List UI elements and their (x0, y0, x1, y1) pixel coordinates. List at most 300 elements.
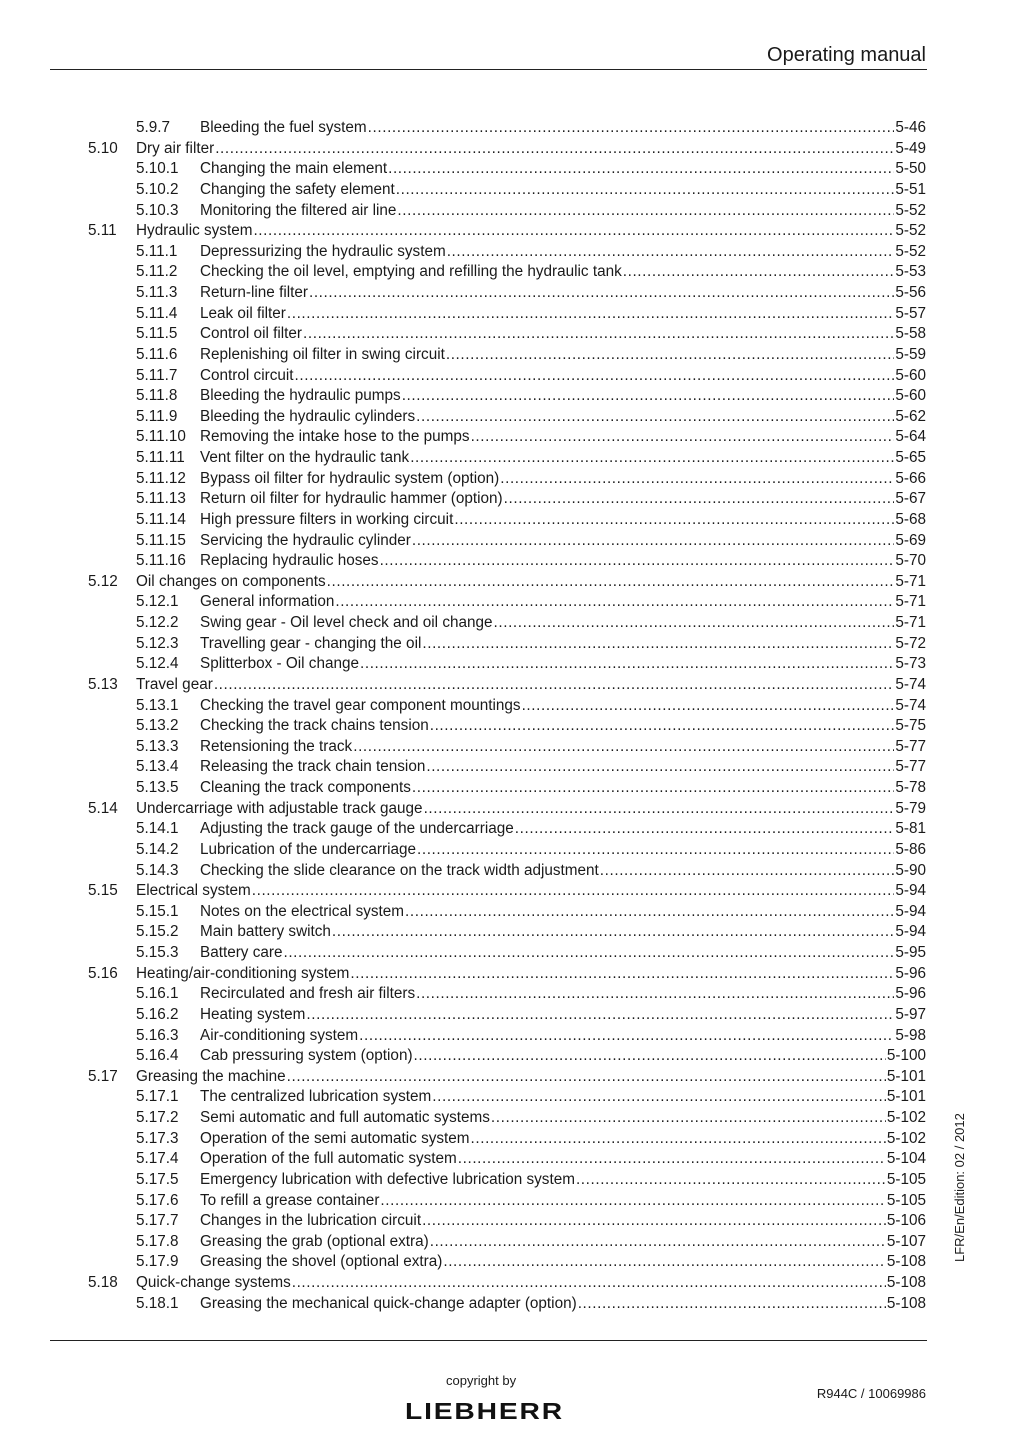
toc-page-number: 5-101 (886, 1067, 926, 1088)
toc-number: 5.11.3 (136, 284, 178, 301)
toc-page-number: 5-97 (894, 1005, 926, 1026)
toc-section[interactable] (0, 221, 1024, 242)
toc-leader-dots (446, 345, 895, 366)
toc-leader-dots (458, 1149, 886, 1170)
toc-page-number: 5-96 (894, 964, 926, 985)
toc-leader-dots (576, 1170, 886, 1191)
toc-entry-line (200, 1005, 926, 1026)
toc-page-number: 5-51 (894, 180, 926, 201)
toc-section[interactable] (0, 799, 1024, 820)
toc-subsection[interactable] (0, 242, 1024, 263)
toc-number: 5.13.5 (136, 779, 179, 796)
toc-leader-dots (416, 407, 894, 428)
toc-section[interactable] (0, 1273, 1024, 1294)
toc-page-number: 5-96 (894, 984, 926, 1005)
toc-leader-dots (500, 469, 894, 490)
toc-page-number: 5-73 (894, 654, 926, 675)
toc-number: 5.10 (88, 139, 118, 157)
toc-page-number: 5-102 (886, 1129, 926, 1150)
toc-title: Releasing the track chain tension (200, 757, 426, 778)
toc-title: Main battery switch (200, 922, 332, 943)
toc-title: Control oil filter (200, 324, 303, 345)
toc-entry-line (136, 881, 926, 902)
toc-number: 5.14.2 (136, 840, 179, 858)
toc-page-number: 5-108 (886, 1294, 926, 1315)
toc-page-number: 5-56 (894, 283, 926, 304)
toc-leader-dots (287, 1067, 886, 1088)
toc-entry-line (200, 654, 926, 675)
toc-page-number: 5-53 (894, 262, 926, 283)
toc-number: 5.11.6 (136, 345, 178, 363)
toc-leader-dots (623, 262, 895, 283)
toc-leader-dots (359, 1026, 894, 1047)
toc-leader-dots (471, 1129, 886, 1150)
toc-number: 5.13.2 (136, 717, 179, 735)
toc-leader-dots (578, 1294, 886, 1315)
toc-page-number: 5-50 (894, 159, 926, 180)
toc-title: Quick-change systems (136, 1273, 292, 1294)
toc-page-number: 5-59 (894, 345, 926, 366)
toc-number: 5.11.15 (136, 531, 186, 549)
toc-entry-line (200, 427, 926, 448)
toc-page-number: 5-106 (886, 1211, 926, 1232)
toc-subsection[interactable] (0, 716, 1024, 737)
toc-number: 5.14 (88, 799, 118, 817)
toc-subsection[interactable] (0, 1129, 1024, 1150)
toc-number: 5.11.11 (136, 449, 185, 466)
toc-entry-line (136, 572, 926, 593)
toc-subsection[interactable] (0, 324, 1024, 345)
toc-subsection[interactable] (0, 1170, 1024, 1191)
copyright-text: copyright by (446, 1373, 517, 1388)
toc-number: 5.13.4 (136, 758, 179, 776)
toc-title: Leak oil filter (200, 304, 287, 325)
toc-page-number: 5-69 (894, 531, 926, 552)
toc-number: 5.11.9 (136, 407, 178, 425)
toc-subsection[interactable] (0, 407, 1024, 428)
toc-number: 5.11.14 (136, 510, 186, 528)
toc-entry-line (200, 180, 926, 201)
toc-number: 5.9.7 (136, 119, 171, 136)
toc-leader-dots (600, 861, 895, 882)
toc-entry-line (200, 634, 926, 655)
table-of-contents (0, 118, 1024, 1314)
toc-title: Changes in the lubrication circuit (200, 1211, 422, 1232)
toc-subsection[interactable] (0, 469, 1024, 490)
toc-entry-line (200, 283, 926, 304)
toc-subsection[interactable] (0, 551, 1024, 572)
toc-page-number: 5-75 (894, 716, 926, 737)
toc-leader-dots (327, 572, 895, 593)
toc-leader-dots (368, 118, 895, 139)
toc-leader-dots (295, 366, 895, 387)
toc-page-number: 5-78 (894, 778, 926, 799)
toc-subsection[interactable] (0, 861, 1024, 882)
toc-page-number: 5-95 (894, 943, 926, 964)
toc-entry-line (200, 469, 926, 490)
toc-subsection[interactable] (0, 489, 1024, 510)
toc-subsection[interactable] (0, 943, 1024, 964)
toc-subsection[interactable] (0, 510, 1024, 531)
toc-subsection[interactable] (0, 531, 1024, 552)
toc-page-number: 5-108 (886, 1273, 926, 1294)
toc-entry-line (200, 778, 926, 799)
toc-entry-line (200, 861, 926, 882)
toc-number: 5.15.3 (136, 944, 179, 961)
toc-number: 5.11.7 (136, 366, 178, 384)
document-reference: R944C / 10069986 (816, 1386, 926, 1401)
toc-entry-line (200, 1046, 926, 1067)
toc-title: Swing gear - Oil level check and oil change (200, 613, 494, 634)
toc-leader-dots (287, 304, 895, 325)
toc-entry-line (200, 737, 926, 758)
toc-subsection[interactable] (0, 180, 1024, 201)
toc-leader-dots (332, 922, 894, 943)
toc-section[interactable] (0, 139, 1024, 160)
toc-entry-line (200, 531, 926, 552)
toc-subsection[interactable] (0, 1087, 1024, 1108)
toc-title: Undercarriage with adjustable track gauge (136, 799, 424, 820)
toc-number: 5.11.5 (136, 325, 178, 343)
toc-title: Cab pressuring system (option) (200, 1046, 414, 1067)
toc-number: 5.11.12 (136, 469, 186, 487)
toc-title: Oil changes on components (136, 572, 327, 593)
toc-entry-line (200, 118, 926, 139)
toc-leader-dots (303, 324, 894, 345)
toc-page-number: 5-71 (894, 592, 926, 613)
toc-leader-dots (454, 510, 894, 531)
toc-subsection[interactable] (0, 1232, 1024, 1253)
toc-page-number: 5-105 (886, 1191, 926, 1212)
toc-leader-dots (522, 696, 895, 717)
toc-number: 5.12.1 (136, 593, 179, 611)
toc-subsection[interactable] (0, 448, 1024, 469)
toc-entry-line (200, 304, 926, 325)
toc-number: 5.11.2 (136, 263, 178, 281)
toc-subsection[interactable] (0, 696, 1024, 717)
toc-page-number: 5-90 (894, 861, 926, 882)
toc-title: Air-conditioning system (200, 1026, 359, 1047)
toc-entry-line (136, 139, 926, 160)
toc-number: 5.10.2 (136, 180, 179, 198)
toc-subsection[interactable] (0, 613, 1024, 634)
toc-entry-line (200, 819, 926, 840)
toc-page-number: 5-101 (886, 1087, 926, 1108)
toc-page-number: 5-98 (894, 1026, 926, 1047)
toc-number: 5.12.2 (136, 614, 179, 631)
toc-title: Travel gear (136, 675, 214, 696)
toc-title: High pressure filters in working circuit (200, 510, 454, 531)
toc-title: Greasing the machine (136, 1067, 287, 1088)
toc-title: Notes on the electrical system (200, 902, 405, 923)
toc-leader-dots (426, 757, 894, 778)
toc-number: 5.16.2 (136, 1005, 179, 1023)
toc-leader-dots (443, 1252, 886, 1273)
toc-subsection[interactable] (0, 1108, 1024, 1129)
toc-number: 5.17.9 (136, 1253, 179, 1271)
toc-leader-dots (424, 799, 895, 820)
liebherr-logo-text: LIEBHERR (405, 1399, 564, 1421)
toc-subsection[interactable] (0, 984, 1024, 1005)
toc-leader-dots (350, 964, 894, 985)
toc-section[interactable] (0, 675, 1024, 696)
toc-title: Monitoring the filtered air line (200, 201, 397, 222)
toc-title: Replacing hydraulic hoses (200, 551, 380, 572)
toc-page-number: 5-46 (894, 118, 926, 139)
toc-title: Travelling gear - changing the oil (200, 634, 422, 655)
toc-entry-line (136, 1067, 926, 1088)
toc-entry-line (200, 242, 926, 263)
toc-number: 5.17.8 (136, 1232, 179, 1250)
toc-entry-line (200, 613, 926, 634)
toc-subsection[interactable] (0, 1026, 1024, 1047)
toc-leader-dots (380, 551, 895, 572)
toc-page-number: 5-65 (894, 448, 926, 469)
toc-leader-dots (412, 778, 894, 799)
toc-page-number: 5-102 (886, 1108, 926, 1129)
toc-subsection[interactable] (0, 819, 1024, 840)
edition-label: LFR/En/Edition: 02 / 2012 (952, 1113, 967, 1262)
toc-subsection[interactable] (0, 262, 1024, 283)
toc-leader-dots (215, 139, 894, 160)
toc-page-number: 5-100 (886, 1046, 926, 1067)
toc-subsection[interactable] (0, 1149, 1024, 1170)
toc-entry-line (200, 902, 926, 923)
toc-page-number: 5-60 (894, 366, 926, 387)
toc-title: Heating/air-conditioning system (136, 964, 350, 985)
toc-subsection[interactable] (0, 201, 1024, 222)
toc-entry-line (200, 345, 926, 366)
toc-page-number: 5-60 (894, 386, 926, 407)
toc-page-number: 5-74 (894, 675, 926, 696)
toc-number: 5.12.3 (136, 634, 179, 652)
toc-title: Replenishing oil filter in swing circuit (200, 345, 446, 366)
toc-entry-line (200, 262, 926, 283)
toc-leader-dots (402, 386, 895, 407)
toc-entry-line (136, 221, 926, 242)
toc-title: Control circuit (200, 366, 295, 387)
toc-title: Retensioning the track (200, 737, 353, 758)
toc-entry-line (136, 964, 926, 985)
toc-page-number: 5-94 (894, 922, 926, 943)
toc-subsection[interactable] (0, 778, 1024, 799)
toc-subsection[interactable] (0, 634, 1024, 655)
toc-title: Checking the track chains tension (200, 716, 430, 737)
toc-subsection[interactable] (0, 654, 1024, 675)
footer-rule (50, 1340, 927, 1341)
toc-page-number: 5-107 (886, 1232, 926, 1253)
toc-leader-dots (414, 1046, 886, 1067)
toc-leader-dots (410, 448, 894, 469)
toc-title: Checking the oil level, emptying and refilling the hydraulic tank (200, 262, 623, 283)
toc-number: 5.13 (88, 675, 118, 693)
toc-subsection[interactable] (0, 922, 1024, 943)
toc-title: Greasing the grab (optional extra) (200, 1232, 430, 1253)
toc-leader-dots (309, 283, 894, 304)
toc-leader-dots (430, 1232, 886, 1253)
toc-subsection[interactable] (0, 592, 1024, 613)
toc-subsection[interactable] (0, 386, 1024, 407)
toc-entry-line (200, 407, 926, 428)
toc-entry-line (200, 510, 926, 531)
toc-title: Hydraulic system (136, 221, 253, 242)
toc-entry-line (200, 1232, 926, 1253)
toc-entry-line (200, 1108, 926, 1129)
toc-page-number: 5-79 (894, 799, 926, 820)
toc-leader-dots (252, 881, 895, 902)
toc-leader-dots (292, 1273, 886, 1294)
toc-number: 5.11.1 (136, 242, 178, 260)
toc-page-number: 5-108 (886, 1252, 926, 1273)
toc-title: Operation of the semi automatic system (200, 1129, 471, 1150)
page-header-title: Operating manual (767, 44, 926, 66)
toc-page-number: 5-52 (894, 201, 926, 222)
toc-title: Checking the travel gear component mountings (200, 696, 522, 717)
toc-entry-line (200, 592, 926, 613)
toc-page-number: 5-94 (894, 902, 926, 923)
header-rule (50, 69, 927, 70)
toc-leader-dots (396, 180, 895, 201)
toc-number: 5.17.6 (136, 1191, 179, 1209)
toc-leader-dots (405, 902, 894, 923)
toc-number: 5.16.3 (136, 1026, 179, 1044)
toc-leader-dots (412, 531, 895, 552)
toc-title: Changing the main element (200, 159, 388, 180)
toc-subsection[interactable] (0, 840, 1024, 861)
toc-number: 5.14.3 (136, 861, 179, 879)
toc-title: Battery care (200, 943, 283, 964)
toc-page-number: 5-81 (894, 819, 926, 840)
toc-title: To refill a grease container (200, 1191, 380, 1212)
toc-subsection[interactable] (0, 1191, 1024, 1212)
toc-title: Emergency lubrication with defective lubrication system (200, 1170, 576, 1191)
toc-number: 5.18.1 (136, 1294, 179, 1312)
toc-entry-line (200, 1211, 926, 1232)
toc-subsection[interactable] (0, 1046, 1024, 1067)
toc-leader-dots (430, 716, 895, 737)
toc-leader-dots (380, 1191, 885, 1212)
toc-page-number: 5-86 (894, 840, 926, 861)
toc-leader-dots (494, 613, 895, 634)
toc-entry-line (200, 551, 926, 572)
toc-subsection[interactable] (0, 159, 1024, 180)
toc-entry-line (200, 716, 926, 737)
toc-page-number: 5-94 (894, 881, 926, 902)
toc-title: Checking the slide clearance on the track width adjustment (200, 861, 600, 882)
toc-title: The centralized lubrication system (200, 1087, 432, 1108)
toc-entry-line (200, 324, 926, 345)
toc-entry-line (200, 1191, 926, 1212)
toc-title: Removing the intake hose to the pumps (200, 427, 471, 448)
toc-entry-line (136, 1273, 926, 1294)
toc-subsection[interactable] (0, 345, 1024, 366)
toc-leader-dots (214, 675, 895, 696)
toc-title: Adjusting the track gauge of the undercarriage (200, 819, 515, 840)
toc-subsection[interactable] (0, 902, 1024, 923)
toc-number: 5.11.4 (136, 304, 178, 322)
toc-leader-dots (388, 159, 894, 180)
toc-title: Lubrication of the undercarriage (200, 840, 417, 861)
toc-subsection[interactable] (0, 304, 1024, 325)
toc-subsection[interactable] (0, 757, 1024, 778)
toc-leader-dots (504, 489, 895, 510)
toc-number: 5.15.1 (136, 902, 179, 920)
toc-number: 5.16.4 (136, 1047, 179, 1065)
toc-subsection[interactable] (0, 1211, 1024, 1232)
toc-number: 5.15 (88, 882, 118, 900)
toc-entry-line (200, 159, 926, 180)
toc-leader-dots (447, 242, 895, 263)
toc-title: Operation of the full automatic system (200, 1149, 458, 1170)
toc-section[interactable] (0, 881, 1024, 902)
toc-entry-line (200, 840, 926, 861)
toc-subsection[interactable] (0, 118, 1024, 139)
toc-subsection[interactable] (0, 1252, 1024, 1273)
toc-subsection[interactable] (0, 1005, 1024, 1026)
toc-number: 5.14.1 (136, 820, 179, 838)
toc-entry-line (200, 984, 926, 1005)
toc-title: Greasing the mechanical quick-change adapter (option) (200, 1294, 578, 1315)
toc-leader-dots (360, 654, 894, 675)
toc-subsection[interactable] (0, 366, 1024, 387)
toc-title: Bypass oil filter for hydraulic system (option) (200, 469, 500, 490)
toc-leader-dots (422, 1211, 886, 1232)
toc-section[interactable] (0, 572, 1024, 593)
toc-number: 5.12.4 (136, 655, 179, 673)
toc-page-number: 5-71 (894, 613, 926, 634)
toc-entry-line (200, 448, 926, 469)
toc-subsection[interactable] (0, 737, 1024, 758)
toc-entry-line (200, 386, 926, 407)
toc-entry-line (200, 1252, 926, 1273)
toc-page-number: 5-77 (894, 757, 926, 778)
toc-title: Heating system (200, 1005, 306, 1026)
toc-entry-line (200, 201, 926, 222)
toc-subsection[interactable] (0, 1294, 1024, 1315)
toc-entry-line (200, 1026, 926, 1047)
toc-entry-line (200, 757, 926, 778)
toc-number: 5.17.4 (136, 1150, 179, 1168)
toc-page-number: 5-68 (894, 510, 926, 531)
toc-title: Splitterbox - Oil change (200, 654, 360, 675)
toc-leader-dots (306, 1005, 894, 1026)
toc-subsection[interactable] (0, 283, 1024, 304)
toc-title: Changing the safety element (200, 180, 396, 201)
toc-number: 5.18 (88, 1274, 118, 1291)
toc-number: 5.15.2 (136, 923, 179, 941)
toc-page-number: 5-52 (894, 242, 926, 263)
toc-entry-line (200, 489, 926, 510)
toc-page-number: 5-72 (894, 634, 926, 655)
toc-entry-line (200, 922, 926, 943)
toc-subsection[interactable] (0, 427, 1024, 448)
toc-entry-line (200, 696, 926, 717)
toc-title: Servicing the hydraulic cylinder (200, 531, 412, 552)
toc-section[interactable] (0, 1067, 1024, 1088)
toc-section[interactable] (0, 964, 1024, 985)
toc-page-number: 5-57 (894, 304, 926, 325)
toc-number: 5.11.8 (136, 387, 178, 405)
toc-title: Vent filter on the hydraulic tank (200, 448, 410, 469)
toc-page-number: 5-62 (894, 407, 926, 428)
toc-page-number: 5-67 (894, 489, 926, 510)
toc-leader-dots (397, 201, 894, 222)
toc-entry-line (136, 675, 926, 696)
toc-title: General information (200, 592, 335, 613)
toc-number: 5.11.13 (136, 490, 186, 508)
toc-leader-dots (353, 737, 894, 758)
toc-number: 5.17 (88, 1067, 118, 1085)
